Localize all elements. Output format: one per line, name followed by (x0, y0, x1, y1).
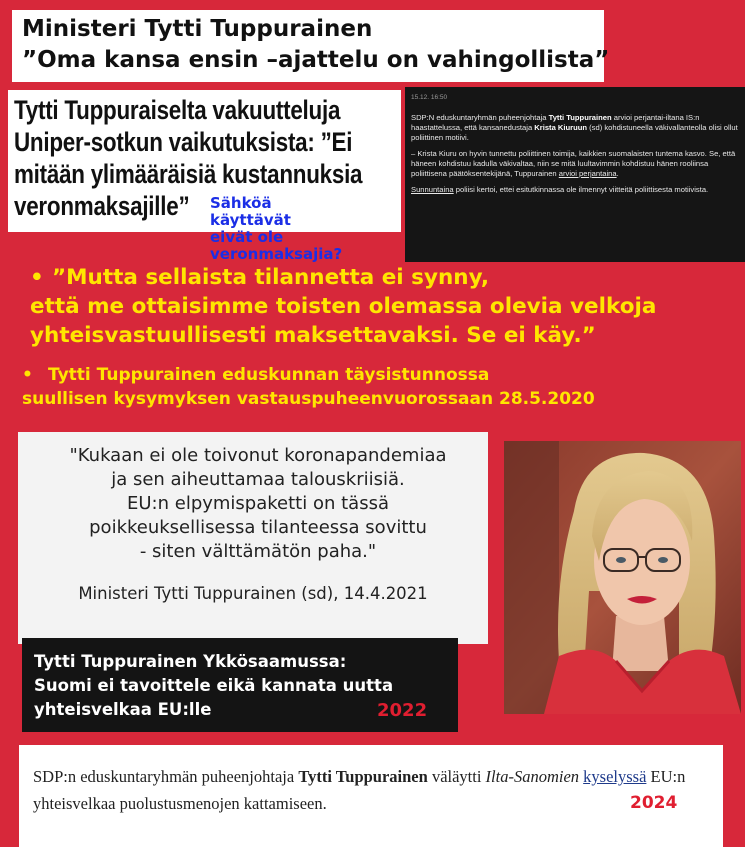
news-text: poliisi kertoi, ettei esitutkinnassa ole ilmennyt viitteitä poliittisesta motiivista. (453, 185, 709, 194)
headline-uniper-line: veronmaksajille” (14, 191, 190, 221)
bottom-paper: Ilta-Sanomien (485, 767, 580, 786)
quote-card-line: EU:n elpymispaketti on tässä (127, 493, 389, 514)
news-paragraph-3 (411, 185, 739, 195)
news-name: Tytti Tuppurainen (548, 113, 612, 122)
headline-ministeri (12, 10, 610, 82)
quote-card-line: poikkeuksellisessa tilanteessa sovittu (89, 517, 427, 538)
year-label-2022: 2022 (377, 700, 428, 721)
bottom-card-line-2: yhteisvelkaa puolustusmenojen kattamiseen. (33, 794, 327, 813)
blue-annotation (210, 195, 410, 263)
quote-card-line: - siten välttämätön paha." (139, 541, 377, 562)
bullet: • (22, 365, 33, 385)
headline-uniper-line: Uniper-sotkun vaikutuksista: ”Ei (14, 127, 353, 157)
news-link[interactable]: arvioi perjantaina (558, 169, 617, 178)
quote-source (22, 363, 742, 411)
bottom-text: väläytti (427, 767, 486, 786)
news-name: Krista Kiuruun (534, 123, 588, 132)
headline-line-2: ”Oma kansa ensin –ajattelu on vahingollista” (22, 47, 610, 73)
bottom-text: EU:n (646, 767, 686, 786)
quote-card (18, 432, 488, 644)
portrait-photo (504, 441, 741, 714)
quote-line: yhteisvastuullisesti maksettavaksi. Se ei käy.” (30, 323, 596, 348)
headline-uniper-line: Tytti Tuppuraiselta vakuutteluja (14, 95, 341, 125)
blue-annotation-line: eivät ole (210, 228, 284, 246)
bottom-name: Tytti Tuppurainen (298, 767, 428, 786)
bottom-card-line-1 (33, 763, 709, 790)
news-text: arvioi perjantai-iltana IS:n haastattelussa, että kansanedustaja (411, 113, 700, 132)
news-text: – Krista Kiuru on hyvin tunnettu poliittinen toimija, kaikkien suomalaisten tuntema kasvo. Se, että häneen kohdistuu kadulla väkivaltaa, niin se mitä luultavimmin kohdistuu hänen rooliinsa poliittisena päätöksentekijänä, Tuppurainen (411, 149, 736, 178)
blue-annotation-line: veronmaksajia? (210, 245, 343, 263)
portrait-illustration (504, 441, 741, 714)
news-screenshot (405, 87, 745, 262)
quote-line (30, 263, 745, 292)
source-line (22, 363, 742, 387)
source-text: Tytti Tuppurainen eduskunnan täysistunnossa (48, 365, 490, 385)
black-box-line: Tytti Tuppurainen Ykkösaamussa: (34, 652, 347, 671)
news-text: (sd) kohdistuneella väkivallanteolla olisi ollut poliittinen motiivi. (411, 123, 738, 142)
news-paragraph-1 (411, 113, 739, 143)
bottom-news-card (19, 745, 723, 847)
bottom-text: SDP:n eduskuntaryhmän puheenjohtaja (33, 767, 299, 786)
news-link[interactable]: Sunnuntaina (411, 185, 454, 194)
quote-card-text (32, 444, 474, 564)
source-line: suullisen kysymyksen vastauspuheenvuorossaan 28.5.2020 (22, 389, 595, 409)
quote-card-line: "Kukaan ei ole toivonut koronapandemiaa (69, 445, 447, 466)
quote-card-line: ja sen aiheuttamaa talouskriisiä. (111, 469, 405, 490)
blue-annotation-line: Sähköä (210, 194, 272, 212)
bottom-link[interactable]: kyselyssä (583, 767, 647, 786)
black-box-line: yhteisvelkaa EU:lle (34, 700, 212, 719)
news-text: SDP:N eduskuntaryhmän puheenjohtaja (411, 113, 549, 122)
bullet: • (30, 265, 44, 290)
headline-line-1: Ministeri Tytti Tuppurainen (22, 16, 373, 42)
quote-line: että me ottaisimme toisten olemassa olevia velkoja (30, 294, 657, 319)
quote-text: ”Mutta sellaista tilannetta ei synny, (52, 265, 490, 290)
news-paragraph-2: – Krista Kiuru on hyvin tunnettu poliittinen toimija, kaikkien suomalaisten tuntema kasvo. Se, että häneen kohdistuu kadulla väkivaltaa, niin se mitä luultavimmin kohdistuu hänen rooliinsa poliittisena päätöksentekijänä, Tuppurainen arvioi perjantaina. (411, 149, 736, 178)
yellow-quote (30, 263, 745, 350)
news-timestamp: 15.12. 16:50 (411, 94, 448, 101)
blue-annotation-line: käyttävät (210, 211, 291, 229)
quote-attribution: Ministeri Tytti Tuppurainen (sd), 14.4.2021 (78, 584, 428, 603)
headline-uniper-line: mitään ylimääräisiä kustannuksia (14, 159, 363, 189)
year-label-2024: 2024 (630, 793, 678, 813)
black-box-line: Suomi ei tavoittele eikä kannata uutta (34, 676, 394, 695)
